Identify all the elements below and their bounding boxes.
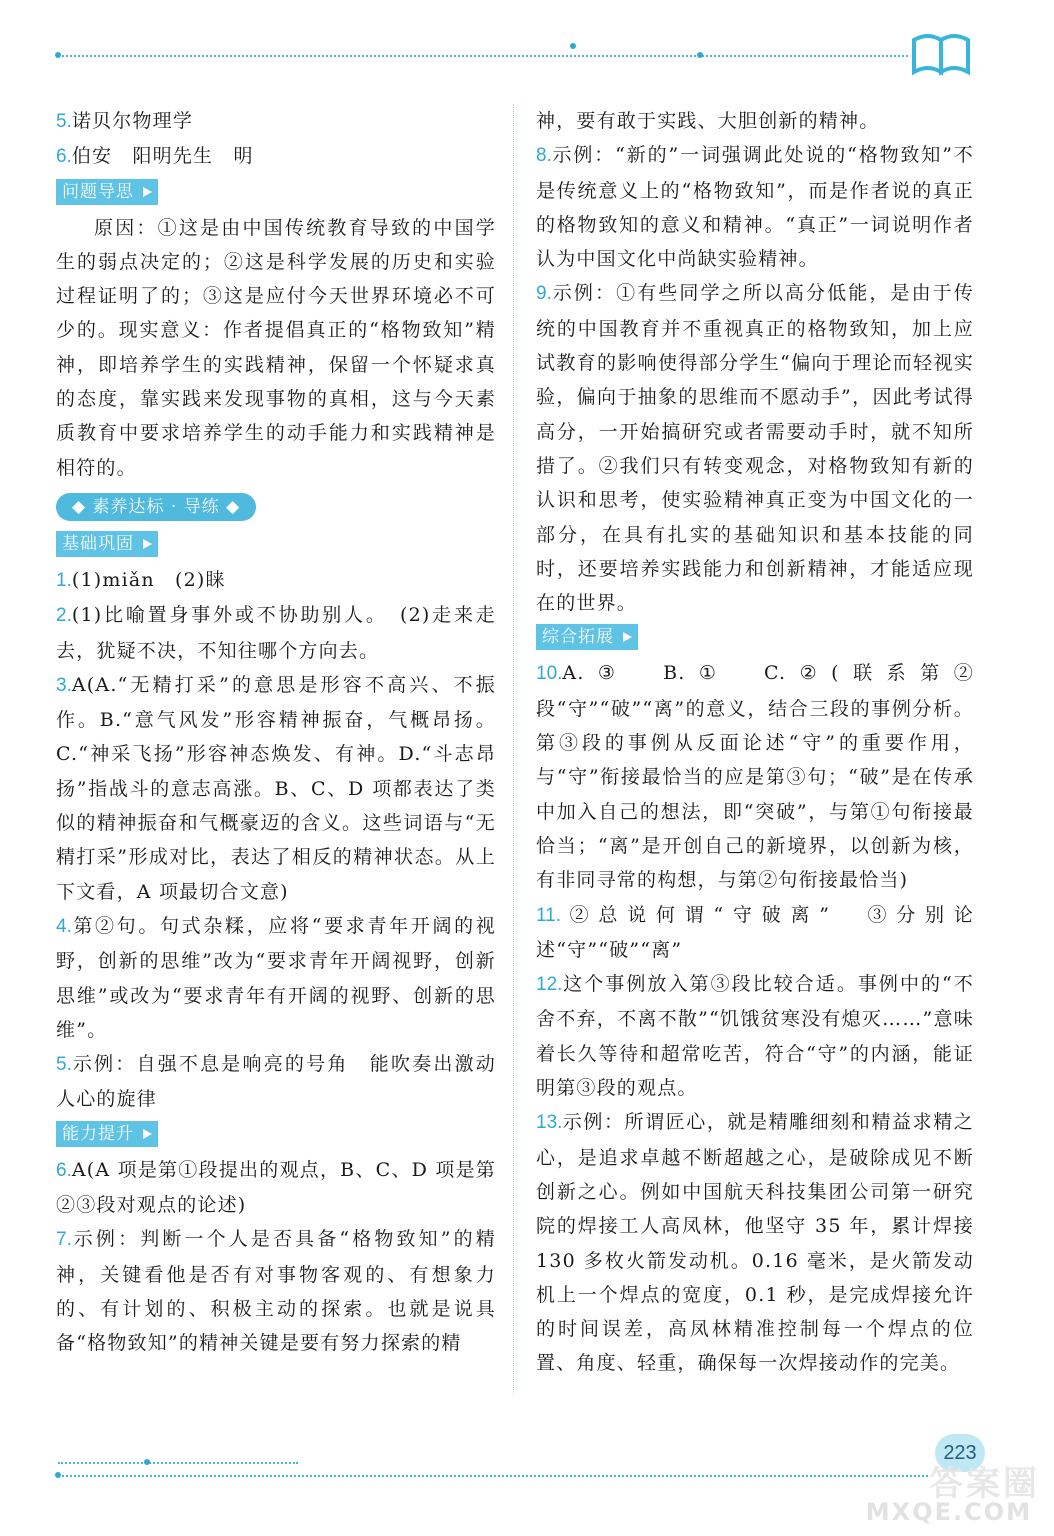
answer-item: 6.A(A 项是第①段提出的观点，B、C、D 项是第②③段对观点的论述) [56,1158,496,1217]
section-banner: ◆ 素养达标 · 导练 ◆ [56,493,256,521]
header-dot [697,52,703,58]
answer-item: 3.A(A.“无精打采”的意思是形容不高兴、不振作。B.“意气风发”形容精神振奋，气概昂扬。C.“神采飞扬”形容神态焕发、有神。D.“斗志昂扬”指战斗的意志高涨。B、C、D 项都表达了类似的精神振奋和气概豪迈的含义。这些词语与“无精打采”形成对比，表达了相反的精神状态。从上下文看，A 项最切合文意) [56,673,496,903]
answer-item: 6.伯安 阳明先生 明 [56,145,254,168]
section-tag-jichu: 基础巩固 [56,531,158,557]
answer-item: 5.诺贝尔物理学 [56,110,194,132]
answer-continuation: 神，要有敢于实践、大胆创新的精神。 [536,110,880,132]
answer-item: 1.(1)miǎn (2)睐 [56,568,226,591]
watermark-url: MXQE.COM [865,1498,1032,1526]
answer-item: 12.这个事例放入第③段比较合适。事例中的“不舍不弃，不离不散”“饥饿贫寒没有熄灭……”意味着长久等待和超常吃苦，符合“守”的内涵，能证明第③段的观点。 [536,973,974,1100]
answer-item: 7.示例：判断一个人是否具备“格物致知”的精神，关键看他是否有对事物客观的、有想象力的、有计划的、积极主动的探索。也就是说具备“格物致知”的精神关键是要有努力探索的精 [56,1228,496,1355]
section-tag-zonghe: 综合拓展 [536,624,638,650]
answer-item: 11.②总说何谓“守破离” ③分别论述“守”“破”“离” [536,903,974,961]
footer-dotted-line [58,1462,298,1464]
answer-item: 13.示例：所谓匠心，就是精雕细刻和精益求精之心，是追求卓越不断超越之心，是破除成见不断创新之心。例如中国航天科技集团公司第一研究院的焊接工人高凤林，他坚守 35 年，累计焊接 130 多枚火箭发动机。0.16 毫米，是火箭发动机上一个焊点的宽度，0.1 秒，是完成焊接允许的时间误差，高凤林精准控制每一个焊点的位置、角度、轻重，确保每一次焊接动作的完美。 [536,1111,974,1375]
answer-item: 9.示例：①有些同学之所以高分低能，是由于传统的中国教育并不重视真正的格物致知，加上应试教育的影响使得部分学生“偏向于理论而轻视实验，偏向于抽象的思维而不愿动手”，因此考试得高分，一开始搞研究或者需要动手时，就不知所措了。②我们只有转变观念，对格物致知有新的认识和思考，使实验精神真正变为中国文化的一部分，在具有扎实的基础知识和基本技能的同时，还要培养实践能力和创新精神，才能适应现在的世界。 [536,282,974,615]
answer-item: 8.示例：“新的”一词强调此处说的“格物致知”不是传统意义上的“格物致知”，而是作者说的真正的格物致知的意义和精神。“真正”一词说明作者认为中国文化中尚缺实验精神。 [536,144,974,271]
footer-dot [144,1459,150,1465]
column-divider [513,104,514,1394]
page-number: 223 [935,1434,985,1472]
left-column [56,104,496,1361]
footer-dotted-line [58,1475,928,1477]
header-dotted-line [58,55,908,57]
answer-item: 2.(1)比喻置身事外或不协助别人。 (2)走来走去，犹疑不决，不知往哪个方向去。 [56,604,496,662]
header-dot [570,43,576,49]
footer-dot [55,1472,61,1478]
watermark-logo: 答案圈 [929,1464,1040,1504]
wendao-paragraph: 原因：①这是由中国传统教育导致的中国学生的弱点决定的；②这是科学发展的历史和实验过程证明了的；③这是应付今天世界环境必不可少的。现实意义：作者提倡真正的“格物致知”精神，即培养学生的实践精神，保留一个怀疑求真的态度，靠实践来发现事物的真相，这与今天素质教育中要求培养学生的动手能力和实践精神是相符的。 [56,216,496,479]
section-tag-wendao: 问题导思 [56,179,158,205]
answer-item: 10.A.③ B.① C.②(联系第②段“守”“破”“离”的意义，结合三段的事例分析。第③段的事例从反面论述“守”的重要作用，与“守”衔接最恰当的应是第③句；“破”是在传承中加入自己的想法，即“突破”，与第①句衔接最恰当；“离”是开创自己的新境界，以创新为核，有非同寻常的构想，与第②句衔接最恰当) [536,662,974,892]
book-icon [910,30,972,76]
section-tag-nengli: 能力提升 [56,1121,158,1147]
header-dot [55,52,61,58]
answer-item: 4.第②句。句式杂糅，应将“要求青年开阔的视野，创新的思维”改为“要求青年开阔视野，创新思维”或改为“要求青年有开阔的视野、创新的思维”。 [56,914,496,1041]
answer-item: 5.示例：自强不息是响亮的号角 能吹奏出激动人心的旋律 [56,1053,496,1111]
right-column [536,104,974,1381]
